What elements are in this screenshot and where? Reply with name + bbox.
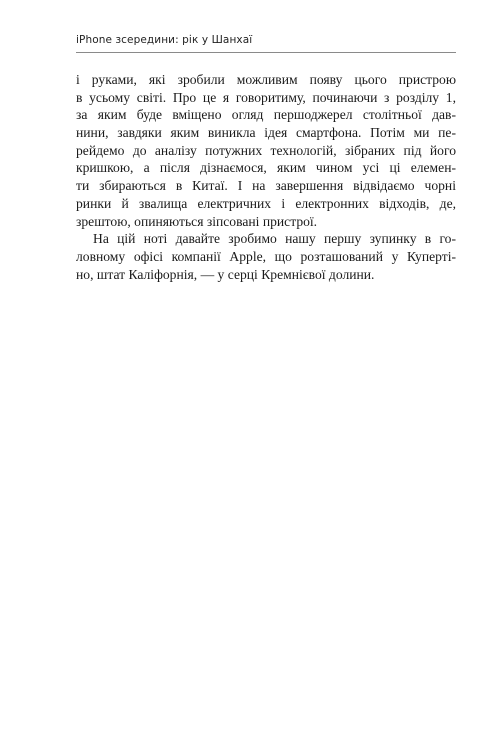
text-line: кришкою, а після дізнаємося, яким чином усі ці елемен- — [76, 160, 456, 176]
paragraph-2 — [76, 230, 456, 283]
text-line: На цій ноті давайте зробимо нашу першу зупинку в го- — [93, 231, 456, 247]
text-line: і руками, які зробили можливим появу цього пристрою — [76, 72, 456, 87]
text-line: ти збираються в Китаї. І на завершення відвідаємо чорні — [76, 178, 456, 194]
paragraph-1 — [76, 71, 456, 230]
text-line: нини, завдяки яким виникла ідея смартфона. Потім ми пе- — [76, 125, 456, 141]
text-line: зрештою, опиняються зіпсовані пристрої. — [76, 213, 318, 229]
text-line: за яким буде вміщено огляд першоджерел столітньої дав- — [76, 107, 456, 123]
running-header: iPhone зсередини: рік у Шанхаї — [76, 34, 253, 46]
text-line: рейдемо до аналізу потужних технологій, зібраних під його — [76, 142, 456, 158]
text-line: ловному офісі компанії Apple, що розташований у Куперті- — [76, 248, 456, 264]
header-rule — [76, 52, 456, 53]
body-text — [76, 71, 456, 283]
text-line: в усьому світі. Про це я говоритиму, починаючи з розділу 1, — [76, 89, 456, 105]
text-line: но, штат Каліфорнія, — у серці Кремнієвої долини. — [76, 266, 375, 282]
text-line: ринки й звалища електричних і електронних відходів, де, — [76, 195, 456, 211]
